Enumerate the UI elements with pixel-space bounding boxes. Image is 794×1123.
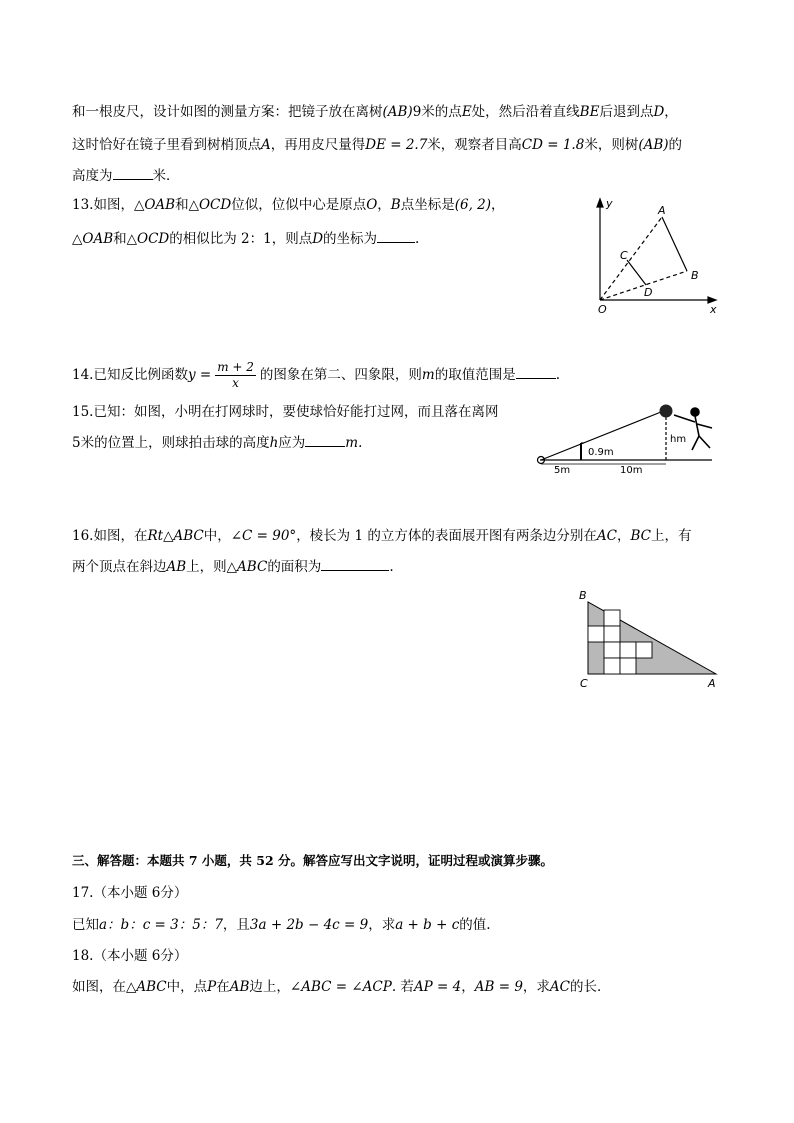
math: A — [261, 137, 271, 153]
text: 的值. — [459, 917, 491, 933]
text: ， — [377, 197, 391, 213]
label-h: hm — [670, 434, 687, 445]
text: 的取值范围是 — [434, 367, 516, 383]
text: 中， — [203, 528, 231, 544]
text: 的 — [668, 137, 683, 153]
q17-line — [72, 915, 491, 935]
text: 已知 — [72, 917, 99, 933]
text: 米． — [152, 168, 180, 184]
q12-line-1 — [72, 102, 678, 122]
label-10m: 10m — [620, 465, 643, 473]
text: 米，观察者目高 — [427, 137, 522, 153]
text: 和一根皮尺，设计如图的测量方案：把镜子放在离树 — [72, 104, 383, 120]
math: O — [366, 197, 378, 213]
math: m. — [345, 435, 363, 451]
math: △ABC — [126, 979, 167, 995]
text: ，棱长为 1 的立方体的表面展开图有两条边分别在 — [296, 528, 597, 544]
q15-line-2 — [72, 432, 362, 453]
question-number: 16. — [72, 528, 94, 544]
text: . — [415, 231, 420, 247]
text: 的图象在第二、四象限，则 — [259, 367, 422, 383]
text: 9米的点 — [412, 104, 462, 120]
math: CD = 1.8 — [521, 137, 585, 153]
text: ，求 — [522, 979, 550, 995]
math: (AB) — [382, 104, 413, 120]
text: 高度为 — [72, 168, 113, 184]
section-3-header: 三、解答题：本题共 7 小题，共 52 分。解答应写出文字说明，证明过程或演算步骤。 — [72, 853, 554, 868]
math: P — [207, 979, 217, 995]
text: 后退到点 — [599, 104, 654, 120]
answer-blank[interactable] — [377, 228, 415, 243]
text: 位似，位似中心是原点 — [231, 197, 367, 213]
math: △OAB — [72, 231, 114, 247]
text: . 若 — [391, 979, 414, 995]
math: D — [312, 231, 324, 247]
text: 中，点 — [166, 979, 208, 995]
math: h — [269, 435, 279, 451]
label-A: A — [658, 204, 666, 217]
math: ∠C = 90° — [230, 528, 297, 544]
text: 已知：如图，小明在打网球时，要使球恰好能打过网，而且落在离网 — [93, 404, 499, 420]
text: ，且 — [222, 917, 250, 933]
text: 如图，在 — [72, 979, 126, 995]
answer-blank[interactable] — [321, 556, 389, 571]
math: a + b + c — [395, 917, 460, 933]
math: BC — [630, 528, 651, 544]
math: m — [421, 367, 435, 383]
math: a：b：c = 3：5：7 — [99, 917, 223, 933]
question-number: 15. — [72, 404, 94, 420]
label-y: y — [606, 197, 613, 210]
math: AB = 9 — [474, 979, 523, 995]
math: y = — [187, 367, 212, 383]
text: 边上， — [249, 979, 290, 995]
fraction-denominator: x — [232, 376, 239, 390]
label-B: B — [579, 589, 587, 602]
q13-line-2 — [72, 228, 419, 249]
math: BE — [579, 104, 600, 120]
text: 和 — [113, 231, 127, 247]
fraction — [215, 360, 256, 391]
text: 在 — [216, 979, 230, 995]
text: 如图， — [93, 197, 134, 213]
math: △OAB — [133, 197, 176, 213]
q12-line-2 — [72, 135, 682, 155]
q16-line-2 — [72, 556, 394, 577]
math: E — [461, 104, 472, 120]
label-D: D — [644, 286, 653, 299]
math: ∠ABC = ∠ACP — [289, 979, 392, 995]
label-C: C — [580, 677, 588, 690]
fraction-numerator: m + 2 — [217, 360, 254, 374]
label-x: x — [710, 303, 717, 316]
math: 3a + 2b − 4c = 9 — [249, 917, 369, 933]
text: 点坐标是 — [400, 197, 455, 213]
q18-line — [72, 977, 611, 997]
math: DE = 2.7 — [365, 137, 428, 153]
math: △OCD — [126, 231, 170, 247]
math: AC — [596, 528, 617, 544]
segment-OA — [600, 217, 662, 300]
q15-line-1 — [72, 402, 498, 422]
segment-CD — [627, 260, 646, 285]
text: 两个顶点在斜边 — [72, 559, 167, 575]
math: (6, 2) — [454, 197, 492, 213]
text: 的长． — [570, 979, 611, 995]
label-5m: 5m — [554, 465, 571, 473]
q14-line — [72, 358, 560, 392]
q12-line-3 — [72, 165, 180, 186]
q17-header: 17.（本小题 6分） — [72, 885, 188, 901]
math: Rt△ABC — [147, 528, 204, 544]
text: ，求 — [368, 917, 396, 933]
text: 上，有 — [650, 528, 692, 544]
math: D — [653, 104, 665, 120]
q16-figure — [576, 587, 726, 692]
text: 的面积为 — [267, 559, 322, 575]
answer-blank[interactable] — [516, 364, 556, 379]
math: AB — [229, 979, 250, 995]
label-C: C — [620, 249, 628, 262]
math: (AB) — [638, 137, 669, 153]
text: ， — [461, 979, 475, 995]
math: AB — [166, 559, 187, 575]
text: ， — [491, 197, 505, 213]
text: 这时恰好在镜子里看到树梢顶点 — [72, 137, 261, 153]
text: 5米的位置上，则球拍击球的高度 — [72, 435, 270, 451]
text: ， — [664, 104, 678, 120]
label-A: A — [708, 677, 716, 690]
label-O: O — [598, 303, 607, 316]
text: 的坐标为 — [323, 231, 378, 247]
math: AP = 4 — [413, 979, 462, 995]
math: B — [390, 197, 401, 213]
q13-line-1 — [72, 195, 505, 215]
math: △OCD — [188, 197, 232, 213]
text: . — [389, 559, 394, 575]
text: 和 — [175, 197, 189, 213]
q13-figure — [580, 195, 725, 320]
text: 应为 — [278, 435, 306, 451]
math: AC — [549, 979, 571, 995]
text: ，再用皮尺量得 — [270, 137, 366, 153]
text: 已知反比例函数 — [93, 367, 188, 383]
y-axis-arrow — [597, 199, 603, 207]
question-number: 13. — [72, 197, 94, 213]
answer-blank[interactable] — [113, 165, 153, 180]
label-B: B — [691, 269, 699, 282]
q15-figure — [532, 398, 727, 473]
text: 米，则树 — [584, 137, 639, 153]
text: ， — [616, 528, 631, 544]
question-number: 14. — [72, 367, 94, 383]
tennis-racket-icon — [660, 405, 673, 418]
q16-line-1 — [72, 526, 691, 546]
q18-header: 18.（本小题 6分） — [72, 948, 188, 964]
text: 处，然后沿着直线 — [471, 104, 580, 120]
segment-AB — [662, 217, 687, 271]
label-net-height: 0.9m — [588, 447, 614, 458]
text: . — [555, 367, 561, 383]
answer-blank[interactable] — [305, 432, 345, 447]
text: 的相似比为 2：1，则点 — [169, 231, 313, 247]
math: △ABC — [226, 559, 268, 575]
text: 上，则 — [186, 559, 227, 575]
text: 如图，在 — [93, 528, 148, 544]
